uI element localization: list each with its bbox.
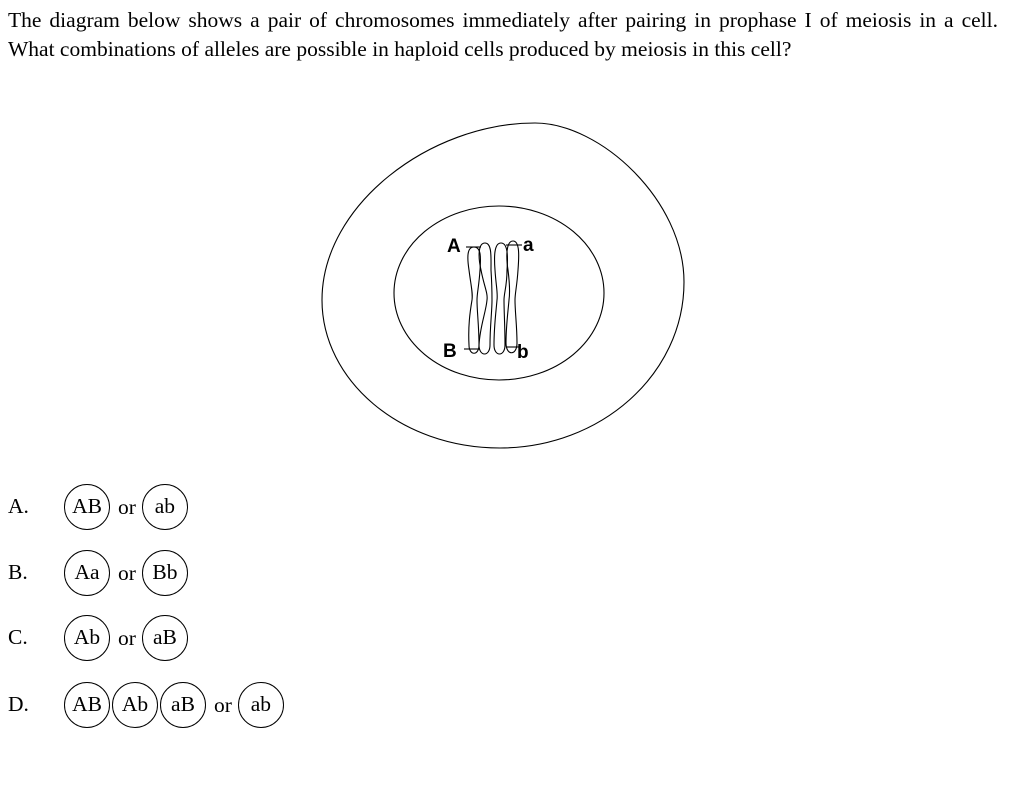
allele-combination-bubble: Ab [112, 682, 158, 728]
cell-membrane [322, 123, 684, 448]
nucleus [394, 206, 604, 380]
allele-combination-bubble: Bb [142, 550, 188, 596]
allele-combination-bubble: ab [142, 484, 188, 530]
chromatid-left-1 [468, 247, 481, 353]
choice-letter: A. [8, 494, 29, 518]
or-word: or [118, 625, 136, 650]
allele-label-A: A [447, 236, 461, 257]
choice-options [64, 681, 286, 729]
question-text: The diagram below shows a pair of chromosomes immediately after pairing in prophase I of meiosis in a cell. What combinations of alleles are possible in haploid cells produced by meiosis in this cell? [8, 8, 998, 61]
or-word: or [214, 692, 232, 717]
choice-options [64, 483, 190, 531]
allele-combination-bubble: Ab [64, 615, 110, 661]
allele-combination-bubble: aB [160, 682, 206, 728]
allele-combination-bubble: Aa [64, 550, 110, 596]
chromatid-left-2 [479, 243, 492, 354]
allele-label-B: B [443, 341, 457, 362]
choice-a[interactable] [0, 483, 400, 531]
choice-b[interactable] [0, 549, 400, 597]
choice-letter: B. [8, 560, 28, 584]
choice-options [64, 614, 190, 662]
choice-d[interactable] [0, 681, 400, 729]
chromosome-pair [464, 241, 522, 354]
allele-combination-bubble: ab [238, 682, 284, 728]
allele-combination-bubble: AB [64, 484, 110, 530]
choice-letter: D. [8, 692, 29, 716]
or-word: or [118, 560, 136, 585]
allele-label-a: a [523, 235, 534, 256]
allele-combination-bubble: AB [64, 682, 110, 728]
choice-letter: C. [8, 625, 28, 649]
chromatid-right-1 [494, 243, 507, 354]
or-word: or [118, 494, 136, 519]
allele-label-b: b [517, 342, 529, 363]
choice-c[interactable] [0, 614, 400, 662]
choice-options [64, 549, 190, 597]
chromatid-right-2 [506, 241, 519, 353]
allele-combination-bubble: aB [142, 615, 188, 661]
